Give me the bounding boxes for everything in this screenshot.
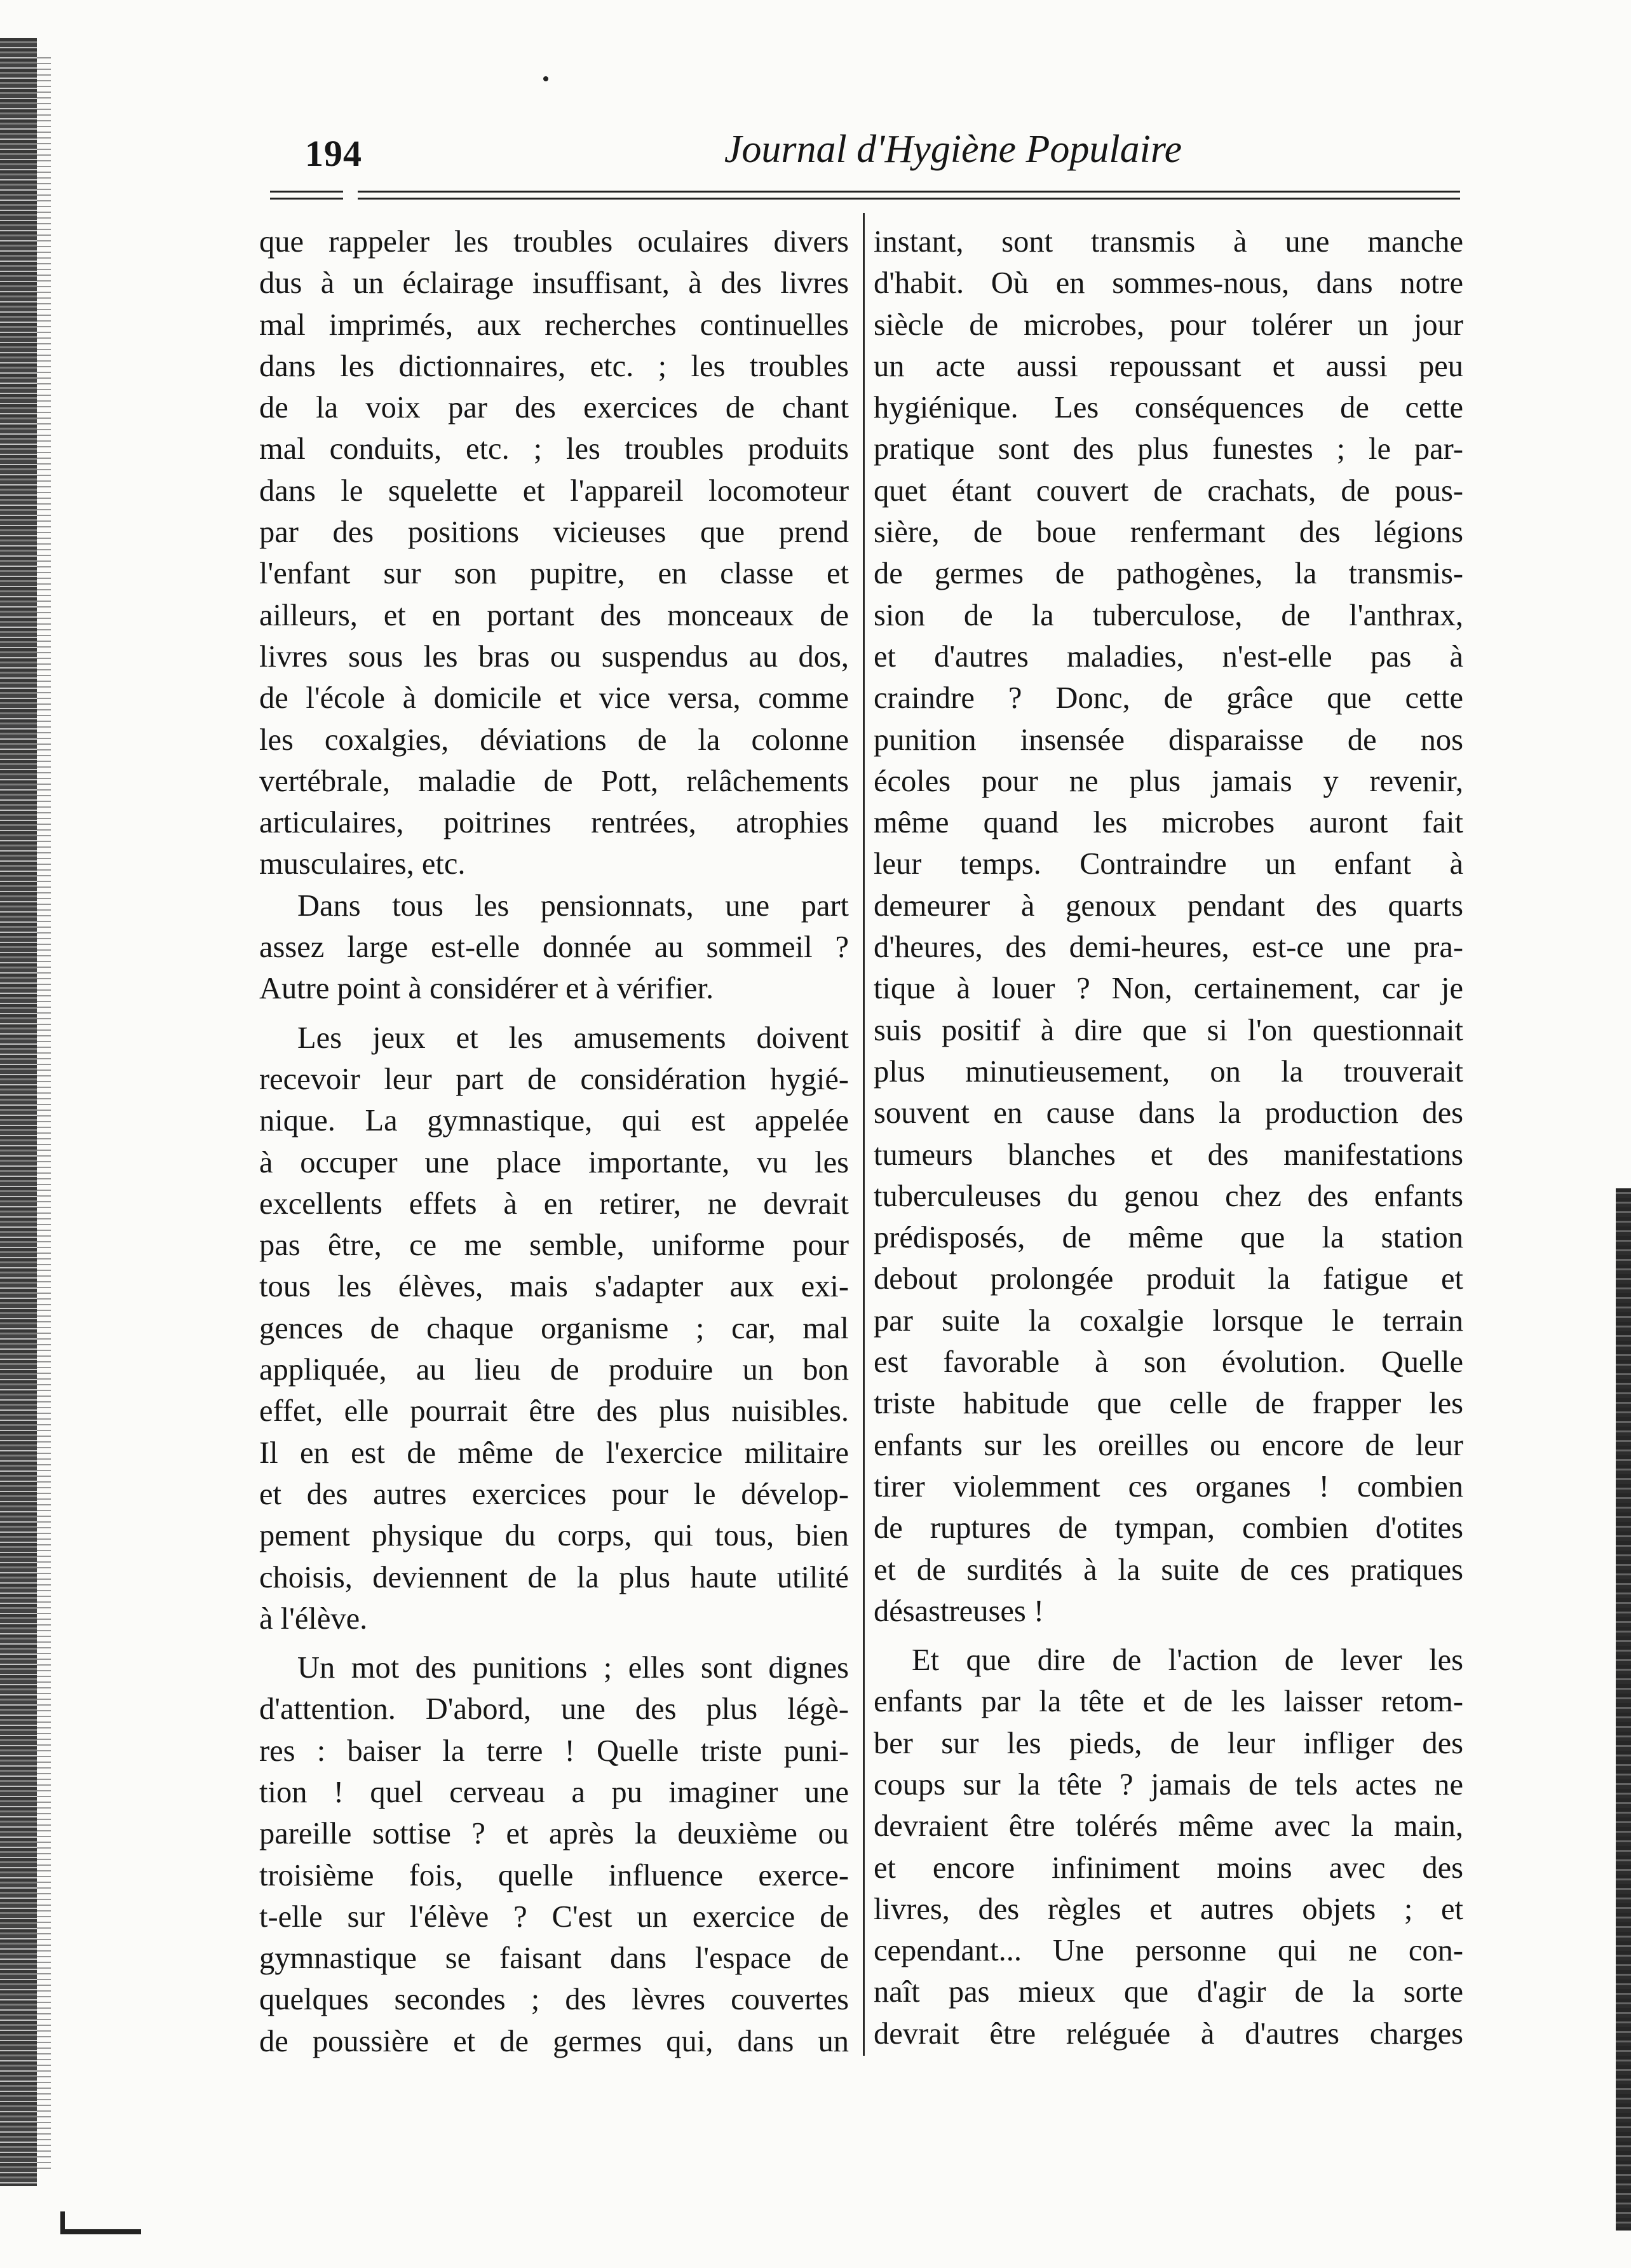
left-column — [259, 221, 849, 2062]
ink-dot — [543, 76, 548, 81]
text-line: craindre ? Donc, de grâce que cette — [874, 681, 1463, 716]
text-line: de ruptures de tympan, combien d'otites — [874, 1511, 1463, 1545]
text-line: prédisposés, de même que la station — [874, 1221, 1463, 1255]
text-line: Dans tous les pensionnats, une part — [297, 888, 849, 923]
text-line: vertébrale, maladie de Pott, relâchements — [259, 764, 849, 798]
text-line: l'enfant sur son pupitre, en classe et — [259, 557, 849, 591]
text-line: et de surdités à la suite de ces pratiques — [874, 1552, 1463, 1587]
page-number: 194 — [305, 133, 362, 174]
text-line: dans les dictionnaires, etc. ; les troubles — [259, 349, 849, 383]
text-line: un acte aussi repoussant et aussi peu — [874, 349, 1463, 383]
text-line: choisis, deviennent de la plus haute utilité — [259, 1560, 849, 1594]
text-line: assez large est-elle donnée au sommeil ? — [259, 930, 849, 965]
text-line: dans le squelette et l'appareil locomoteur — [259, 473, 849, 508]
text-line: même quand les microbes auront fait — [874, 806, 1463, 840]
text-line: effet, elle pourrait être des plus nuisibles. — [259, 1394, 849, 1429]
text-line: devraient être tolérés même avec la main, — [874, 1809, 1463, 1844]
text-line: triste habitude que celle de frapper les — [874, 1387, 1463, 1421]
header-rule-short — [270, 191, 343, 200]
text-line: gymnastique se faisant dans l'espace de — [259, 1941, 849, 1976]
binding-edge-right — [1616, 1188, 1631, 2231]
text-line: et d'autres maladies, n'est-elle pas à — [874, 639, 1463, 674]
text-line: à l'élève. — [259, 1601, 368, 1636]
text-line: cependant... Une personne qui ne con- — [874, 1934, 1463, 1968]
text-line: de germes de pathogènes, la transmis- — [874, 557, 1463, 591]
text-line: et des autres exercices pour le dévelop- — [259, 1477, 849, 1511]
text-line: articulaires, poitrines rentrées, atrophies — [259, 806, 849, 840]
text-line: est favorable à son évolution. Quelle — [874, 1345, 1463, 1380]
text-line: mal imprimés, aux recherches continuelles — [259, 308, 849, 342]
text-line: de la voix par des exercices de chant — [259, 391, 849, 425]
text-line: par suite la coxalgie lorsque le terrain — [874, 1303, 1463, 1338]
header-rule-long — [358, 191, 1460, 200]
text-line: punition insensée disparaisse de nos — [874, 723, 1463, 757]
running-title: Journal d'Hygiène Populaire — [724, 128, 1182, 171]
text-line: pratique sont des plus funestes ; le par- — [874, 432, 1463, 466]
text-line: debout prolongée produit la fatigue et — [874, 1262, 1463, 1296]
text-line: leur temps. Contraindre un enfant à — [874, 847, 1463, 881]
text-line: hygiénique. Les conséquences de cette — [874, 391, 1463, 425]
text-line: recevoir leur part de considération hygié- — [259, 1062, 849, 1096]
text-line: d'attention. D'abord, une des plus légè- — [259, 1692, 849, 1727]
text-line: par des positions vicieuses que prend — [259, 515, 849, 550]
text-line: quelques secondes ; des lèvres couvertes — [259, 1983, 849, 2017]
text-line: pement physique du corps, qui tous, bien — [259, 1519, 849, 1553]
text-line: devrait être reléguée à d'autres charges — [874, 2016, 1463, 2051]
text-line: ber sur les pieds, de leur infliger des — [874, 1726, 1463, 1760]
text-line: livres sous les bras ou suspendus au dos, — [259, 639, 849, 674]
text-line: siècle de microbes, pour tolérer un jour — [874, 308, 1463, 342]
text-line: appliquée, au lieu de produire un bon — [259, 1353, 849, 1387]
page-header — [254, 127, 1455, 184]
text-line: écoles pour ne plus jamais y revenir, — [874, 764, 1463, 798]
text-line: tion ! quel cerveau a pu imaginer une — [259, 1775, 849, 1809]
text-line: sion de la tuberculose, de l'anthrax, — [874, 598, 1463, 632]
text-line: Autre point à considérer et à vérifier. — [259, 972, 714, 1006]
text-line: d'habit. Où en sommes-nous, dans notre — [874, 266, 1463, 301]
binding-edge-left — [0, 38, 37, 2186]
text-line: livres, des règles et autres objets ; et — [874, 1892, 1463, 1926]
text-line: mal conduits, etc. ; les troubles produits — [259, 432, 849, 466]
text-line: tirer violemment ces organes ! combien — [874, 1469, 1463, 1504]
text-line: désastreuses ! — [874, 1594, 1045, 1628]
text-line: d'heures, des demi-heures, est-ce une pra- — [874, 930, 1463, 965]
text-line: t-elle sur l'élève ? C'est un exercice de — [259, 1899, 849, 1934]
text-line: instant, sont transmis à une manche — [874, 225, 1463, 259]
text-line: naît pas mieux que d'agir de la sorte — [874, 1975, 1463, 2009]
text-line: tous les élèves, mais s'adapter aux exi- — [259, 1270, 849, 1304]
right-column — [874, 221, 1463, 2054]
text-line: tuberculeuses du genou chez des enfants — [874, 1179, 1463, 1213]
text-line: enfants par la tête et de les laisser retom- — [874, 1685, 1463, 1719]
text-line: quet étant couvert de crachats, de pous- — [874, 473, 1463, 508]
text-line: pas être, ce me semble, uniforme pour — [259, 1228, 849, 1263]
text-line: nique. La gymnastique, qui est appelée — [259, 1104, 849, 1138]
text-line: Les jeux et les amusements doivent — [297, 1021, 849, 1055]
text-line: ailleurs, et en portant des monceaux de — [259, 598, 849, 632]
corner-mark — [60, 2211, 141, 2234]
text-line: que rappeler les troubles oculaires divers — [259, 225, 849, 259]
text-line: de poussière et de germes qui, dans un — [259, 2024, 849, 2058]
binding-edge-left-shadow — [37, 57, 51, 2173]
text-line: res : baiser la terre ! Quelle triste puni- — [259, 1734, 849, 1768]
text-line: Un mot des punitions ; elles sont dignes — [297, 1651, 849, 1685]
text-line: et encore infiniment moins avec des — [874, 1850, 1463, 1885]
text-line: coups sur la tête ? jamais de tels actes ne — [874, 1767, 1463, 1802]
text-line: musculaires, etc. — [259, 847, 466, 881]
text-line: troisième fois, quelle influence exerce- — [259, 1858, 849, 1892]
text-line: enfants sur les oreilles ou encore de leur — [874, 1428, 1463, 1462]
text-line: tique à louer ? Non, certainement, car je — [874, 972, 1463, 1006]
text-line: les coxalgies, déviations de la colonne — [259, 723, 849, 757]
text-line: plus minutieusement, on la trouverait — [874, 1054, 1463, 1089]
text-line: de l'école à domicile et vice versa, comme — [259, 681, 849, 716]
text-line: à occuper une place importante, vu les — [259, 1145, 849, 1179]
text-line: pareille sottise ? et après la deuxième ou — [259, 1817, 849, 1851]
text-line: dus à un éclairage insuffisant, à des livres — [259, 266, 849, 301]
text-line: suis positif à dire que si l'on questionnait — [874, 1013, 1463, 1047]
text-line: sière, de boue renfermant des légions — [874, 515, 1463, 550]
text-line: excellents effets à en retirer, ne devrait — [259, 1186, 849, 1221]
column-divider — [863, 213, 865, 2056]
text-line: Il en est de même de l'exercice militaire — [259, 1436, 849, 1470]
text-line: tumeurs blanches et des manifestations — [874, 1137, 1463, 1172]
text-line: Et que dire de l'action de lever les — [912, 1643, 1463, 1678]
text-line: gences de chaque organisme ; car, mal — [259, 1311, 849, 1345]
text-line: demeurer à genoux pendant des quarts — [874, 888, 1463, 923]
text-line: souvent en cause dans la production des — [874, 1096, 1463, 1131]
